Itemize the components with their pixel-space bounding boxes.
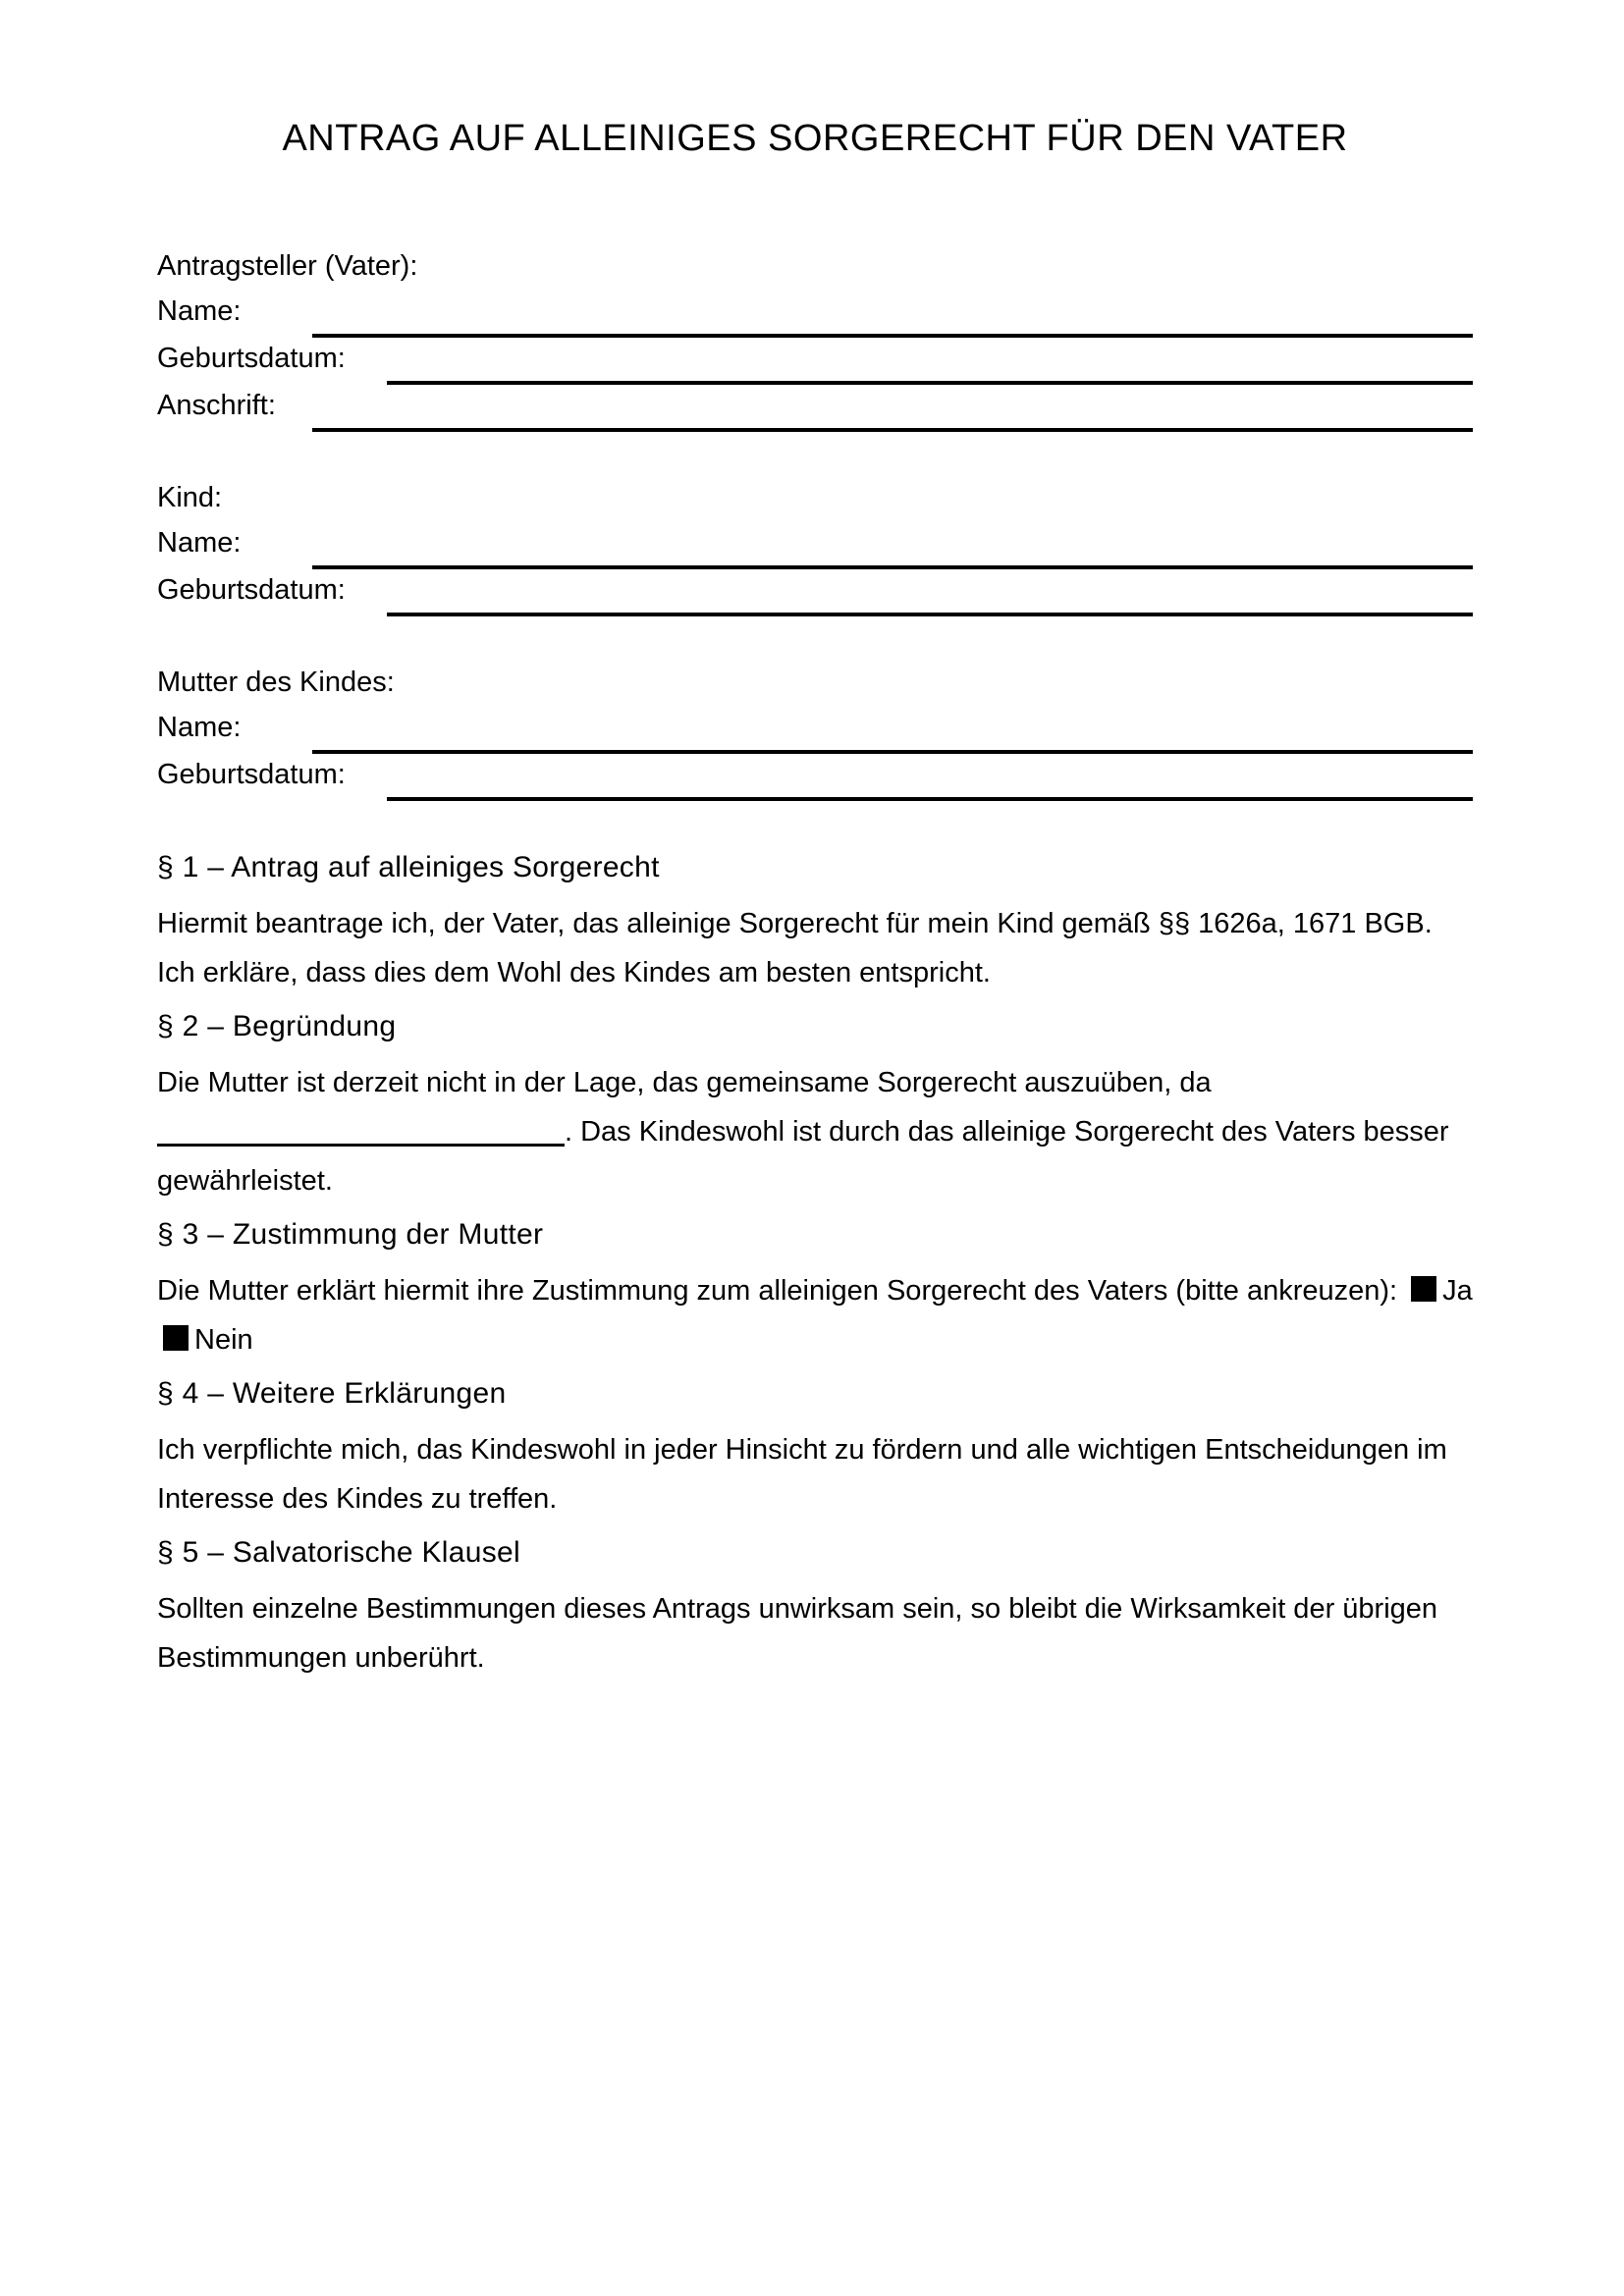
child-birthdate-label: Geburtsdatum:: [157, 574, 346, 606]
mother-birthdate-label: Geburtsdatum:: [157, 759, 346, 790]
applicant-address-input-line[interactable]: [312, 389, 1473, 432]
clause-5: [157, 1535, 1473, 1682]
child-section: [157, 481, 1473, 620]
mother-section: [157, 666, 1473, 805]
mother-section-heading: Mutter des Kindes:: [157, 667, 395, 698]
clause-5-body: Sollten einzelne Bestimmungen dieses Antrags unwirksam sein, so bleibt die Wirksamkeit der übrigen Bestimmungen unberührt.: [157, 1593, 1438, 1674]
clause-4-body: Ich verpflichte mich, das Kindeswohl in jeder Hinsicht zu fördern und alle wichtigen Entscheidungen im Interesse des Kindes zu treffen.: [157, 1434, 1447, 1515]
applicant-address-label: Anschrift:: [157, 390, 276, 421]
clause-3-text: Die Mutter erklärt hiermit ihre Zustimmung zum alleinigen Sorgerecht des Vaters (bitte ankreuzen):: [157, 1275, 1398, 1307]
clause-2-body: [157, 1058, 1473, 1205]
clause-1-heading: § 1 – Antrag auf alleiniges Sorgerecht: [157, 851, 660, 883]
applicant-birthdate-input-line[interactable]: [387, 342, 1473, 385]
mother-name-label: Name:: [157, 712, 242, 743]
child-name-label: Name:: [157, 527, 242, 559]
field-row-mother-name: [157, 711, 1473, 758]
clause-4-heading: § 4 – Weitere Erklärungen: [157, 1377, 507, 1410]
field-row-applicant-birthdate: [157, 342, 1473, 389]
clause-5-heading: § 5 – Salvatorische Klausel: [157, 1536, 520, 1569]
document-title: ANTRAG AUF ALLEINIGES SORGERECHT FÜR DEN VATER: [282, 118, 1348, 159]
field-row-mother-birthdate: [157, 758, 1473, 805]
checkbox-nein-label: Nein: [194, 1324, 253, 1356]
child-name-input-line[interactable]: [312, 526, 1473, 569]
clause-2-heading: § 2 – Begründung: [157, 1010, 397, 1042]
field-row-child-birthdate: [157, 573, 1473, 620]
clause-2-text-after-blank: . Das Kindeswohl ist durch das alleinige Sorgerecht des Vaters besser gewährleistet.: [157, 1116, 1449, 1197]
checkbox-nein-icon[interactable]: [163, 1325, 189, 1351]
clause-3-heading: § 3 – Zustimmung der Mutter: [157, 1218, 544, 1251]
applicant-section-heading: Antragsteller (Vater):: [157, 250, 418, 282]
checkbox-ja-icon[interactable]: [1411, 1276, 1436, 1302]
clause-3: [157, 1217, 1473, 1364]
applicant-name-label: Name:: [157, 295, 242, 327]
clause-1: [157, 850, 1473, 997]
clause-2-text-before-blank: Die Mutter ist derzeit nicht in der Lage, das gemeinsame Sorgerecht auszuüben, da: [157, 1067, 1212, 1098]
clause-4: [157, 1376, 1473, 1523]
checkbox-ja-label: Ja: [1442, 1275, 1473, 1307]
field-row-applicant-address: [157, 389, 1473, 436]
reason-blank-line[interactable]: [157, 1134, 565, 1147]
field-row-applicant-name: [157, 294, 1473, 342]
clause-1-body: Hiermit beantrage ich, der Vater, das alleinige Sorgerecht für mein Kind gemäß §§ 1626a, 1671 BGB. Ich erkläre, dass dies dem Wohl des Kindes am besten entspricht.: [157, 908, 1433, 988]
child-birthdate-input-line[interactable]: [387, 573, 1473, 616]
child-section-heading: Kind:: [157, 482, 223, 513]
clause-3-body: [157, 1266, 1473, 1364]
mother-birthdate-input-line[interactable]: [387, 758, 1473, 801]
mother-name-input-line[interactable]: [312, 711, 1473, 754]
applicant-section: [157, 249, 1473, 436]
applicant-name-input-line[interactable]: [312, 294, 1473, 338]
clause-2: [157, 1009, 1473, 1205]
applicant-birthdate-label: Geburtsdatum:: [157, 343, 346, 374]
field-row-child-name: [157, 526, 1473, 573]
